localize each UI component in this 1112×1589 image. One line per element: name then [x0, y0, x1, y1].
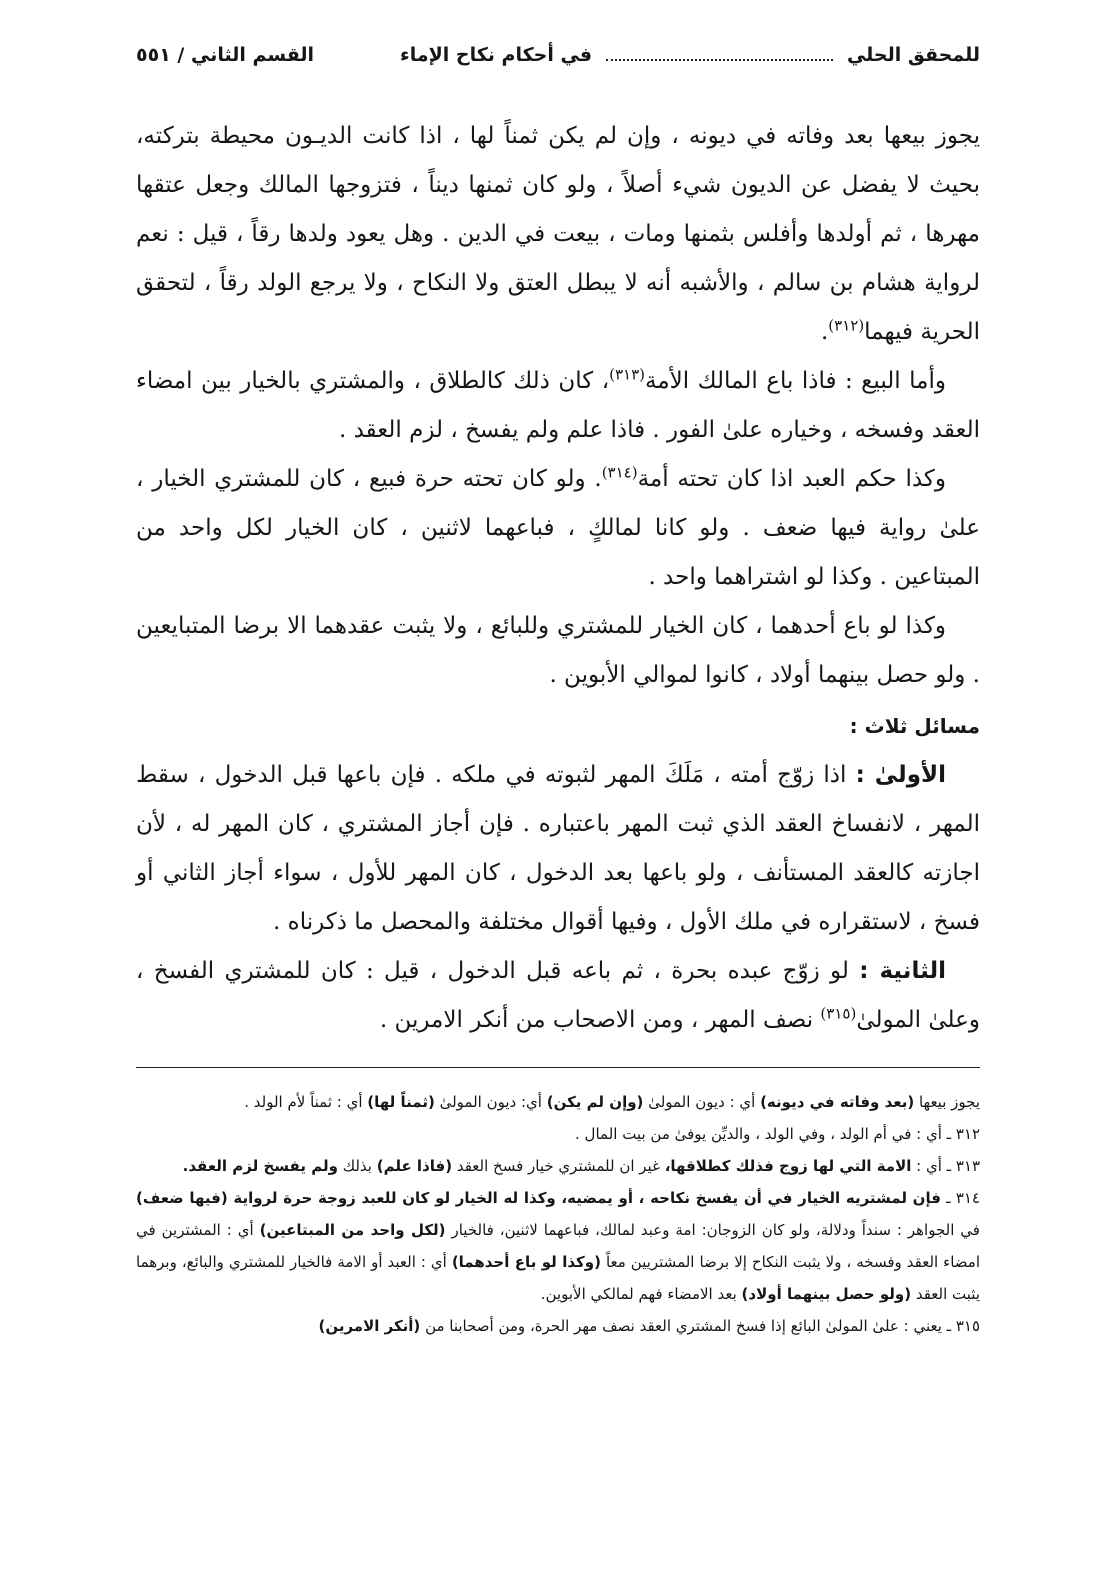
issue-first-label: الأولىٰ : — [855, 762, 946, 788]
footnote-313: ٣١٣ ـ أي : الامة التي لها زوج فذلك كطلاقها، غير ان للمشتري خيار فسخ العقد (فاذا علم) بذلك ولم يفسخ لزم العقد. — [182, 1157, 980, 1175]
header-chapter-title: في أحكام نكاح الإماء — [400, 44, 593, 66]
footnote-314: ٣١٤ ـ فإن لمشتريه الخيار في أن يفسخ نكاحه ، أو يمضيه، وكذا له الخيار لو كان للعبد زوجة حرة لرواية (فيها ضعف) في الجواهر : سنداً ودلالة، ولو كان الزوجان: امة وعبد لمالك، فباعهما لاثنين، فالخيار (لكل واحد من المبتاعين) أي : المشترين في امضاء العقد وفسخه ، ولا يثبت النكاح إلا برضا المشتريين معاً (وكذا لو باع أحدهما) أي : العبد أو الامة فالخيار للمشتري والبائع، وبرهما يثبت العقد (ولو حصل بينهما أولاد) بعد الامضاء فهم لمالكي الأبوين. — [136, 1189, 981, 1303]
footnotes — [136, 1086, 980, 1342]
paragraph-one-sold: وكذا لو باع أحدهما ، كان الخيار للمشتري وللبائع ، ولا يثبت عقدهما الا برضا المتبايعين . ولو حصل بينهما أولاد ، كانوا لموالي الأبوين . — [136, 613, 980, 688]
header-folio — [136, 44, 386, 66]
footnote-ref-315[interactable]: (٣١٥) — [820, 1004, 857, 1023]
header-section: القسم الثاني — [191, 44, 315, 66]
paragraph-1: يجوز بيعها بعد وفاته في ديونه ، وإن لم يكن ثمناً لها ، اذا كانت الديـون محيطة بتركته، بحيث لا يفضل عن الديون شيء أصلاً ، ولو كان ثمنها ديناً ، فتزوجها المالك وجعل عتقها مهرها ، ثم أولدها وأفلس بثمنها ومات ، بيعت في الدين . وهل يعود ولدها رقاً ، قيل : نعم لرواية هشام بن سالم ، والأشبه أنه لا يبطل العتق ولا النكاح ، ولا يرجع الولد رقاً ، لتحقق الحرية فيهما$^{(٣١٢)}$. — [136, 123, 980, 345]
footnote-315: ٣١٥ ـ يعني : علىٰ المولىٰ البائع إذا فسخ المشتري العقد نصف مهر الحرة، ومن أصحابنا من (أنكر الامرين) — [318, 1317, 980, 1335]
issue-second: الثانية : لو زوّج عبده بحرة ، ثم باعه قبل الدخول ، قيل : كان للمشتري الفسخ ، وعلىٰ المولىٰ$^{(٣١٥)}$ نصف المهر ، ومن الاصحاب من أنكر الامرين . — [136, 958, 980, 1033]
main-text — [136, 112, 980, 1045]
footnote-312: ٣١٢ ـ أي : في أم الولد ، وفي الولد ، والديِّن يوفىٰ من بيت المال . — [575, 1125, 980, 1143]
paragraph-sale: وأما البيع : فاذا باع المالك الأمة$^{(٣١٣)}$، كان ذلك كالطلاق ، والمشتري بالخيار بين امضاء العقد وفسخه ، وخياره علىٰ الفور . فاذا علم ولم يفسخ ، لزم العقد . — [136, 365, 980, 443]
issue-second-label: الثانية : — [859, 958, 946, 984]
running-header — [136, 44, 980, 84]
footnote-ref-313[interactable]: (٣١٣) — [609, 365, 646, 384]
header-author: للمحقق الحلي — [846, 44, 980, 66]
paragraph-slave: وكذا حكم العبد اذا كان تحته أمة$^{(٣١٤)}$. ولو كان تحته حرة فبيع ، كان للمشتري الخيار ، علىٰ رواية فيها ضعف . ولو كانا لمالكٍ ، فباعهما لاثنين ، كان الخيار لكل واحد من المبتاعين . وكذا لو اشتراهما واحد . — [136, 463, 980, 590]
issue-first: الأولىٰ : اذا زوّج أمته ، مَلَكَ المهر لثبوته في ملكه . فإن باعها قبل الدخول ، سقط المهر ، لانفساخ العقد الذي ثبت المهر باعتباره . فإن أجاز المشتري ، كان المهر له ، لأن اجازته كالعقد المستأنف ، ولو باعها بعد الدخول ، كان المهر للأول ، سواء أجاز الثاني أو فسخ ، لاستقراره في ملك الأول ، وفيها أقوال مختلفة والمحصل ما ذكرناه . — [136, 762, 980, 935]
footnote-divider — [136, 1067, 980, 1068]
page-number: ٥٥١ — [136, 44, 171, 66]
header-leader-dots — [606, 45, 833, 61]
footnote-ref-312[interactable]: (٣١٢) — [828, 316, 865, 335]
footnote-ref-314[interactable]: (٣١٤) — [601, 463, 638, 482]
footnote-continued: يجوز بيعها (بعد وفاته في ديونه) أي : ديون المولىٰ (وإن لم يكن) أي: ديون المولىٰ (ثمناً لها) أي : ثمناً لأم الولد . — [244, 1093, 980, 1111]
section-heading: مسائل ثلاث : — [849, 714, 980, 738]
header-separator: / — [177, 44, 185, 66]
